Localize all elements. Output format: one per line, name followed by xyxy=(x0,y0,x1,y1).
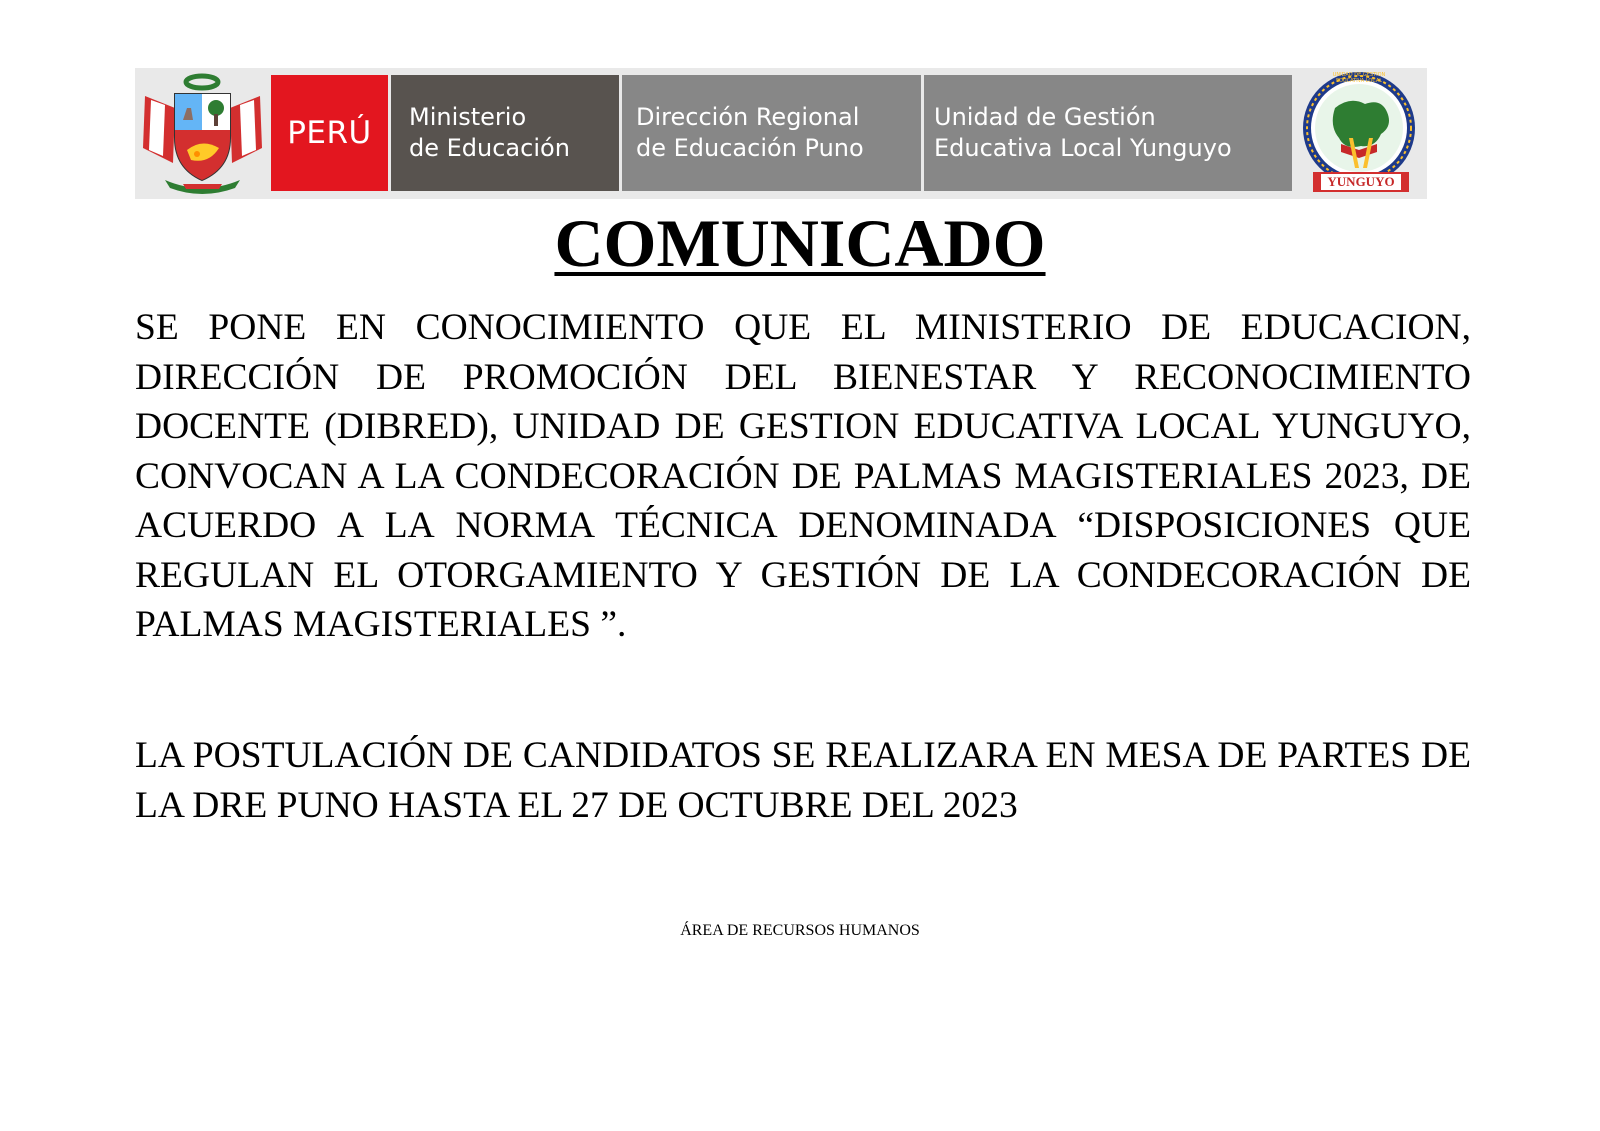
ugel-logo-ring-text: UNIDAD DE GESTION EDUCATIVA LOCAL xyxy=(1332,72,1386,84)
dre-line-2: de Educación Puno xyxy=(636,134,864,162)
peru-coat-of-arms-icon xyxy=(135,68,270,199)
regional-directorate-block xyxy=(622,75,921,191)
ministry-line-2: de Educación xyxy=(409,134,570,162)
ugel-line-1: Unidad de Gestión xyxy=(934,103,1156,131)
announcement-paragraph: SE PONE EN CONOCIMIENTO QUE EL MINISTERIO DE EDUCACION, DIRECCIÓN DE PROMOCIÓN DEL BIENESTAR Y RECONOCIMIENTO DOCENTE (DIBRED), UNIDAD DE GESTION EDUCATIVA LOCAL YUNGUYO, CONVOCAN A LA CONDECORACIÓN DE PALMAS MAGISTERIALES 2023, DE ACUERDO A LA NORMA TÉCNICA DENOMINADA “DISPOSICIONES QUE REGULAN EL OTORGAMIENTO Y GESTIÓN DE LA CONDECORACIÓN DE PALMAS MAGISTERIALES ”. xyxy=(135,307,1471,645)
title-text: COMUNICADO xyxy=(554,205,1046,281)
ugel-yunguyo-logo-icon xyxy=(1295,68,1427,199)
peru-brand-block xyxy=(271,75,388,191)
ugel-logo-label: YUNGUYO xyxy=(1327,174,1395,189)
ministry-block xyxy=(391,75,619,191)
ministry-line-1: Ministerio xyxy=(409,103,527,131)
peru-label: PERÚ xyxy=(287,115,372,151)
application-deadline-paragraph: LA POSTULACIÓN DE CANDIDATOS SE REALIZARA EN MESA DE PARTES DE LA DRE PUNO HASTA EL 27 DE OCTUBRE DEL 2023 xyxy=(135,735,1471,826)
ugel-line-2: Educativa Local Yunguyo xyxy=(934,134,1232,162)
page-title xyxy=(0,200,1600,286)
ugel-block xyxy=(924,75,1292,191)
dre-line-1: Dirección Regional xyxy=(636,103,860,131)
institutional-header-banner xyxy=(135,68,1427,199)
signing-area-label: ÁREA DE RECURSOS HUMANOS xyxy=(680,922,920,939)
